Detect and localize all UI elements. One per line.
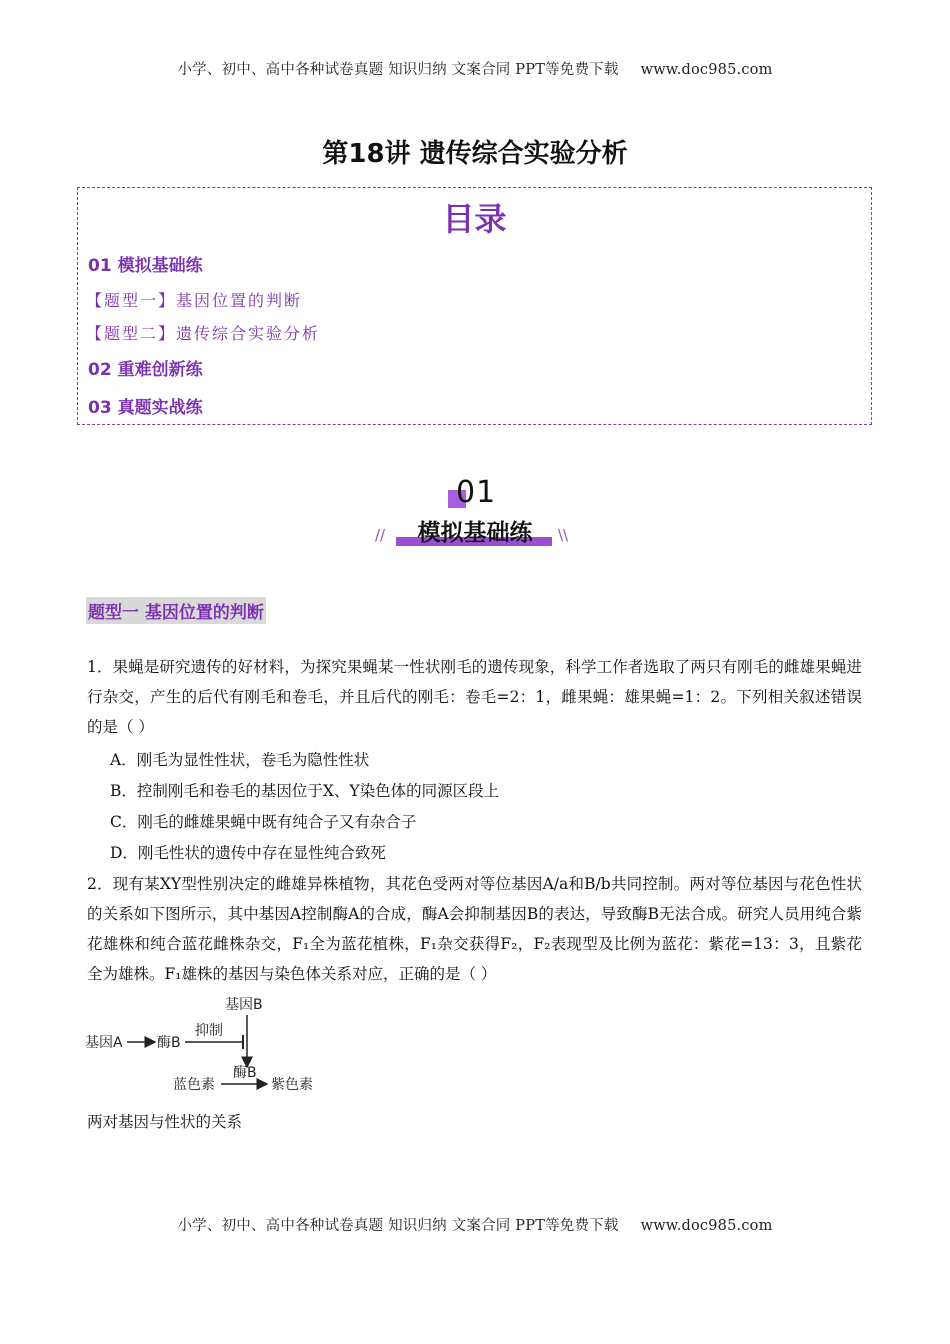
gene-trait-diagram [85,995,345,1100]
question-2-stem: 2．现有某XY型性别决定的雌雄异株植物，其花色受两对等位基因A/a和B/b共同控制。两对等位基因与花色性状的关系如下图所示，其中基因A控制酶A的合成，酶A会抑制基因B的表达，导致酶B无法合成。研究人员用纯合紫花雄株和纯合蓝花雌株杂交，F₁全为蓝花植株，F₁杂交获得F₂，F₂表现型及比例为蓝花：紫花=13：3，且紫花全为雄株。F₁雄株的基因与染色体关系对应，正确的是（ ） [87,875,862,983]
toc-item-03[interactable]: 03 真题实战练 [88,398,203,418]
diagram-caption: 两对基因与性状的关系 [87,1113,243,1131]
banner-number: 01 [456,475,497,510]
question-1-option-b: B．控制刚毛和卷毛的基因位于X、Y染色体的同源区段上 [110,782,500,800]
header-text: 小学、初中、高中各种试卷真题 知识归纳 文案合同 PPT等免费下载 [177,62,619,78]
question-1-option-d: D．刚毛性状的遗传中存在显性纯合致死 [110,844,386,862]
banner-left-mark: // [375,526,386,544]
diagram-blue-pigment: 蓝色素 [173,1077,215,1093]
question-1-stem: 1．果蝇是研究遗传的好材料，为探究果蝇某一性状刚毛的遗传现象，科学工作者选取了两只有刚毛的雌雄果蝇进行杂交，产生的后代有刚毛和卷毛，并且后代的刚毛：卷毛=2：1，雌果蝇：雄果蝇=1：2。下列相关叙述错误的是（ ） [87,658,862,736]
toc-item-01[interactable]: 01 模拟基础练 [88,256,203,276]
diagram-gene-a: 基因A [85,1035,123,1051]
diagram-purple-pigment: 紫色素 [271,1077,313,1093]
question-1-option-c: C．刚毛的雌雄果蝇中既有纯合子又有杂合子 [110,813,417,831]
toc-title: 目录 [442,200,507,238]
diagram-gene-b: 基因B [225,997,263,1013]
type-heading: 题型一 基因位置的判断 [86,597,266,624]
question-1-option-a: A．刚毛为显性性状，卷毛为隐性性状 [110,751,370,769]
diagram-enzyme-b-top: 酶B [157,1035,181,1051]
footer-url[interactable]: www.doc985.com [640,1218,773,1234]
toc-item-type-1[interactable]: 【题型一】基因位置的判断 [86,291,303,310]
banner-label: 模拟基础练 [417,520,533,546]
toc-item-type-2[interactable]: 【题型二】遗传综合实验分析 [86,324,321,343]
section-banner [370,473,580,553]
document-title: 第18讲 遗传综合实验分析 [322,139,628,169]
toc-item-02[interactable]: 02 重难创新练 [88,360,203,380]
diagram-inhibit-label: 抑制 [195,1023,223,1039]
header-url[interactable]: www.doc985.com [640,62,773,78]
diagram-enzyme-b-mid: 酶B [233,1065,257,1081]
table-of-contents [77,187,872,425]
page-footer [0,1214,950,1235]
page-header [0,58,950,79]
footer-text: 小学、初中、高中各种试卷真题 知识归纳 文案合同 PPT等免费下载 [177,1218,619,1234]
banner-right-mark: \\ [558,526,569,544]
